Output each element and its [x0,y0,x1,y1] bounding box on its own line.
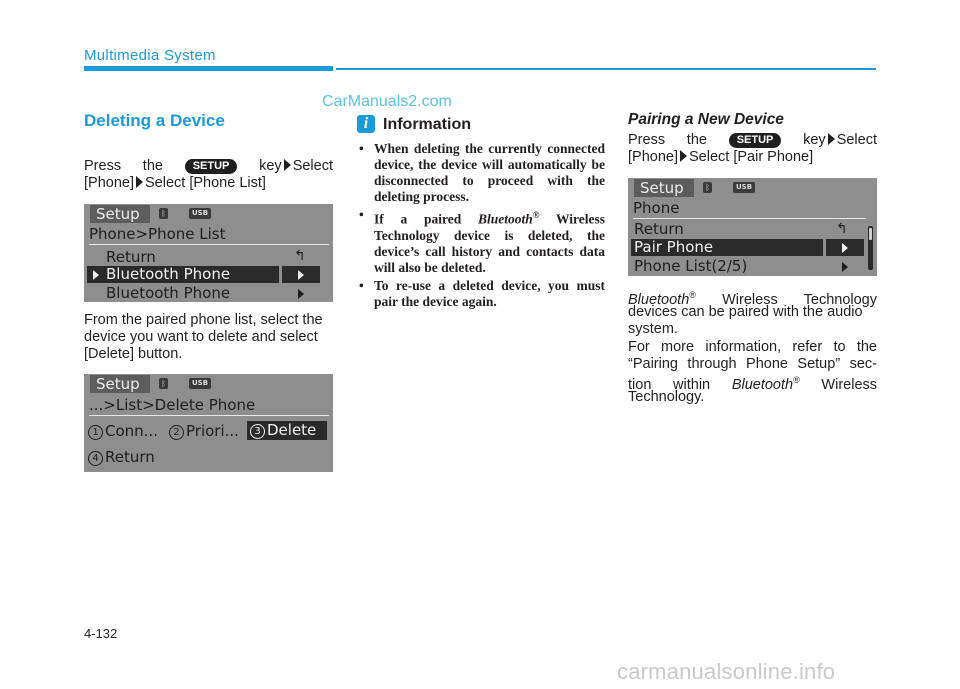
number-3-icon: 3 [250,424,265,439]
option-delete [250,421,316,439]
option-return [88,448,333,466]
header-rule-thick [84,66,333,71]
paragraph-text: tion within [628,376,711,393]
return-icon: ↰ [836,221,848,237]
bluetooth-icon: ᛒ [159,208,168,219]
deleting-instruction-line2 [84,175,333,192]
pairing-body-rest: devices can be paired with the audio system. [628,304,863,337]
watermark-top: CarManuals2.com [322,93,452,110]
pairing-ref-line1: For more information, refer to the [628,339,877,355]
pairing-instruction-line1 [628,132,877,149]
bullet-text: Wireless Technology device is deleted, the device’s call history and contacts data will also be deleted. [374,211,605,275]
row-highlight-bluetooth-phone [87,266,279,283]
number-2-icon: 2 [169,425,184,440]
scrollbar-thumb [869,228,872,240]
text-select: Select [292,158,333,174]
registered-mark: ® [532,210,540,220]
text-key: key [803,132,826,148]
arrow-right-icon [842,243,848,253]
info-icon: i [357,115,375,133]
screen-delete-phone [84,374,333,472]
heading-deleting-device: Deleting a Device [84,111,225,130]
screen-path: Phone [633,199,680,217]
row-label: Pair Phone [634,238,714,256]
row-label: Bluetooth Phone [106,265,231,283]
bluetooth-text: Bluetooth [731,376,794,393]
pairing-ref-line2: “Pairing through Phone Setup” sec- [628,356,877,372]
option-label: Priori... [186,422,239,440]
screen-divider [633,218,866,219]
option-label: Delete [267,421,317,439]
number-4-icon: 4 [88,451,103,466]
bluetooth-text: Bluetooth [478,211,533,227]
bluetooth-icon: ᛒ [703,182,712,193]
arrow-right-icon [680,150,687,162]
option-label: Conn... [105,422,158,440]
screen-tab-setup: Setup [90,375,150,393]
text-phone: [Phone] [84,175,134,191]
option-delete-highlight [247,421,327,440]
arrow-right-icon [298,289,304,299]
text-select-pair-phone: Select [Pair Phone] [689,149,814,165]
row-bluetooth-phone-2: Bluetooth Phone [106,284,231,302]
info-title: Information [383,116,471,133]
page-number: 4-132 [84,626,118,641]
text-press: Press the [84,158,163,174]
text-press: Press the [628,132,707,148]
setup-key-icon: SETUP [185,159,238,174]
bluetooth-text: Bluetooth [628,291,690,308]
info-bullet-list [356,141,605,312]
usb-icon: USB [733,182,755,193]
screen-divider [89,415,329,416]
arrow-right-icon [828,133,835,145]
heading-pairing-new-device: Pairing a New Device [628,111,784,128]
info-bullet-1: • When deleting the currently connected device, the device will automatically be disconnected to proceed with the deleting process. [356,141,605,205]
usb-icon: USB [189,378,211,389]
section-header-title: Multimedia System [84,47,216,64]
pairing-instruction-line2 [628,149,877,166]
screen-tab-setup: Setup [90,205,150,223]
deleting-body: From the paired phone list, select the device you want to delete and select [Delete] button. [84,312,323,362]
text-select: Select [836,132,877,148]
text-select-phone-list: Select [Phone List] [145,175,266,191]
setup-key-icon: SETUP [729,133,782,148]
screen-phone-list [84,204,333,302]
registered-mark: ® [793,375,800,385]
option-label: Return [105,448,155,466]
info-bullet-2 [356,207,605,276]
info-bullet-3: • To re-use a deleted device, you must pair the device again. [356,278,605,310]
return-icon: ↰ [294,248,306,264]
arrow-right-icon [842,262,848,272]
arrow-right-icon [284,159,291,171]
deleting-instruction-line1 [84,158,333,175]
screen-tab-setup: Setup [634,179,694,197]
pairing-ref-line4: Technology. [628,389,705,405]
arrow-right-icon [93,270,99,280]
row-return: Return [634,220,684,238]
screen-divider [89,244,329,245]
screen-path: ...>List>Delete Phone [89,396,256,414]
text-phone: [Phone] [628,149,678,165]
row-phone-list: Phone List(2/5) [634,257,748,275]
row-arrow-box [282,266,320,283]
usb-icon: USB [189,208,211,219]
arrow-right-icon [136,176,143,188]
header-rule-thin [336,68,876,70]
registered-mark: ® [689,290,696,300]
paragraph-text: Wireless Technology [722,291,877,308]
text-key: key [259,158,282,174]
paragraph-text: Wireless [821,376,878,393]
watermark-bottom: carmanualsonline.info [617,659,836,684]
arrow-right-icon [298,270,304,280]
screen-path: Phone>Phone List [89,225,226,243]
row-return: Return [106,248,156,266]
row-highlight-pair-phone [631,239,823,256]
number-1-icon: 1 [88,425,103,440]
bullet-text: If a paired [374,211,462,227]
row-arrow-box [826,239,864,256]
screen-pair-phone [628,178,877,276]
bluetooth-icon: ᛒ [159,378,168,389]
